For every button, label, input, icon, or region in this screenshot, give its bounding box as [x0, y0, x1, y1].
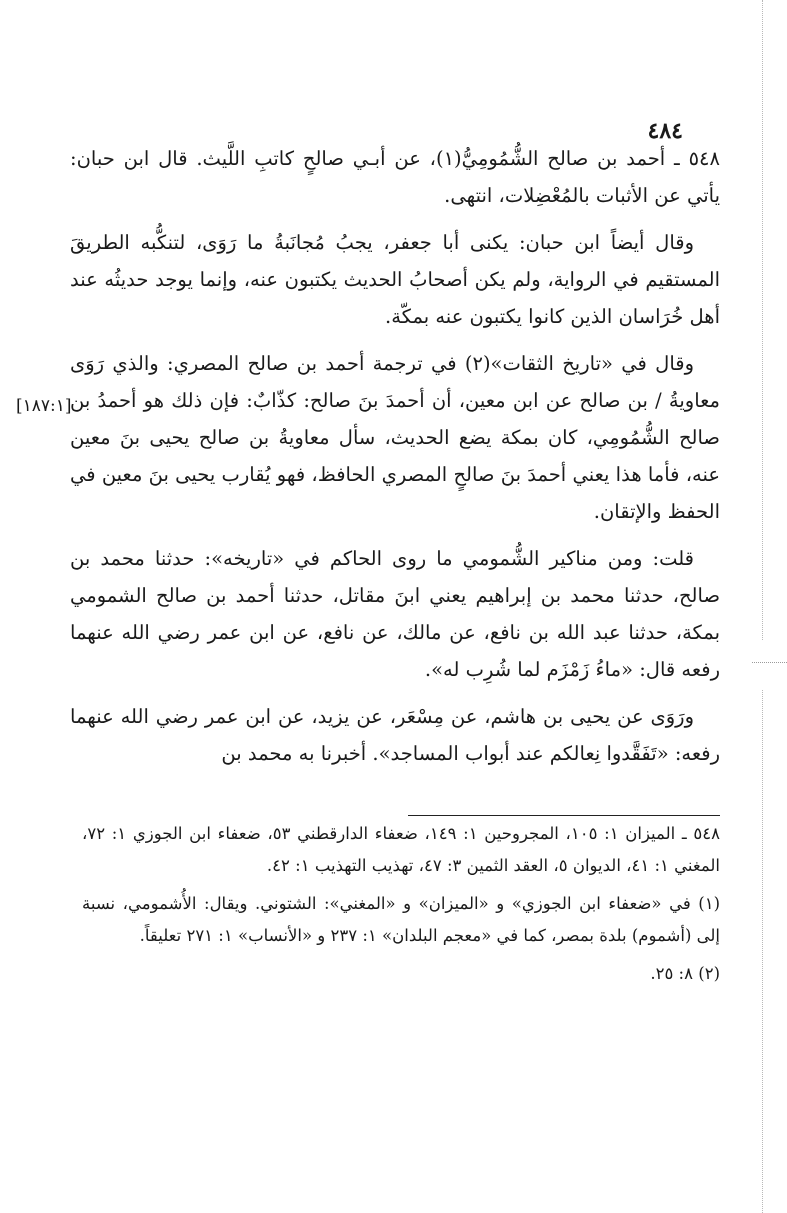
footnote-sources: ٥٤٨ ـ الميزان ١: ١٠٥، المجروحين ١: ١٤٩، ضعفاء الدارقطني ٥٣، ضعفاء ابن الجوزي ١: ٧٢، المغني ١: ٤١، الديوان ٥، العقد الثمين ٣: ٤٧، تهذيب التهذيب ١: ٤٢. — [82, 824, 720, 875]
main-text — [70, 140, 720, 782]
entry-paragraph: ٥٤٨ ـ أحمد بن صالح الشُّمُومِيُّ(١)، عن أبـي صالحٍ كاتبِ اللَّيث. قال ابن حبان: يأتي عن الأثبات بالمُعْضِلات، انتهى. — [70, 147, 720, 207]
footnote-2: (٢) ٨: ٢٥. — [650, 964, 720, 983]
scan-edge-mark — [752, 662, 787, 663]
body-paragraph: وقال أيضاً ابن حبان: يكنى أبا جعفر، يجبُ مُجانَبةُ ما رَوَى، لتنكُّبه الطريقَ المستقيم في الرواية، ولم يكن أصحابُ الحديث يكتبون عنه، وإنما يوجد حديثُه عند أهل خُرَاسان الذين كانوا يكتبون عنه بمكّة. — [70, 231, 720, 328]
scan-edge-line — [762, 690, 763, 1213]
page-number: ٤٨٤ — [647, 118, 683, 144]
body-paragraph: قلت: ومن مناكير الشُّمومي ما روى الحاكم في «تاريخه»: حدثنا محمد بن صالح، حدثنا محمد بن إبراهيم يعني ابنَ مقاتل، حدثنا أحمد بن صالح الشمومي بمكة، حدثنا عبد الله بن نافع، عن مالك، عن نافع، عن ابن عمر رضي الله عنهما رفعه قال: «ماءُ زَمْزَم لما شُرِب له». — [70, 547, 720, 681]
footnote-1: (١) في «ضعفاء ابن الجوزي» و «الميزان» و «المغني»: الشتوني. ويقال: الأُشمومي، نسبة إلى (أشموم) بلدة بمصر، كما في «معجم البلدان» ١: ٢٣٧ و «الأنساب» ١: ٢٧١ تعليقاً. — [82, 894, 720, 945]
footnote-separator — [408, 815, 720, 816]
margin-reference: [١٨٧:١] — [16, 396, 72, 416]
footnotes — [82, 818, 720, 996]
scan-edge-line — [762, 0, 763, 640]
body-paragraph: وقال في «تاريخ الثقات»(٢) في ترجمة أحمد بن صالح المصري: والذي رَوَى معاويةُ / بن صالح عن ابن معين، أن أحمدَ بنَ صالح: كذّابٌ: فإن ذلك هو أحمدُ بن صالح الشُّمُومِي، كان بمكة يضع الحديث، سأل معاويةُ بن صالح يحيى بنَ معين عنه، فأما هذا يعني أحمدَ بنَ صالحٍ المصري الحافظ، فهو يُقارب يحيى بنَ معين في الحفظ والإتقان. — [70, 352, 720, 523]
body-paragraph: ورَوَى عن يحيى بن هاشم، عن مِسْعَر، عن يزيد، عن ابن عمر رضي الله عنهما رفعه: «تَفَقَّدوا نِعالكم عند أبواب المساجد». أخبرنا به محمد بن — [70, 705, 720, 765]
